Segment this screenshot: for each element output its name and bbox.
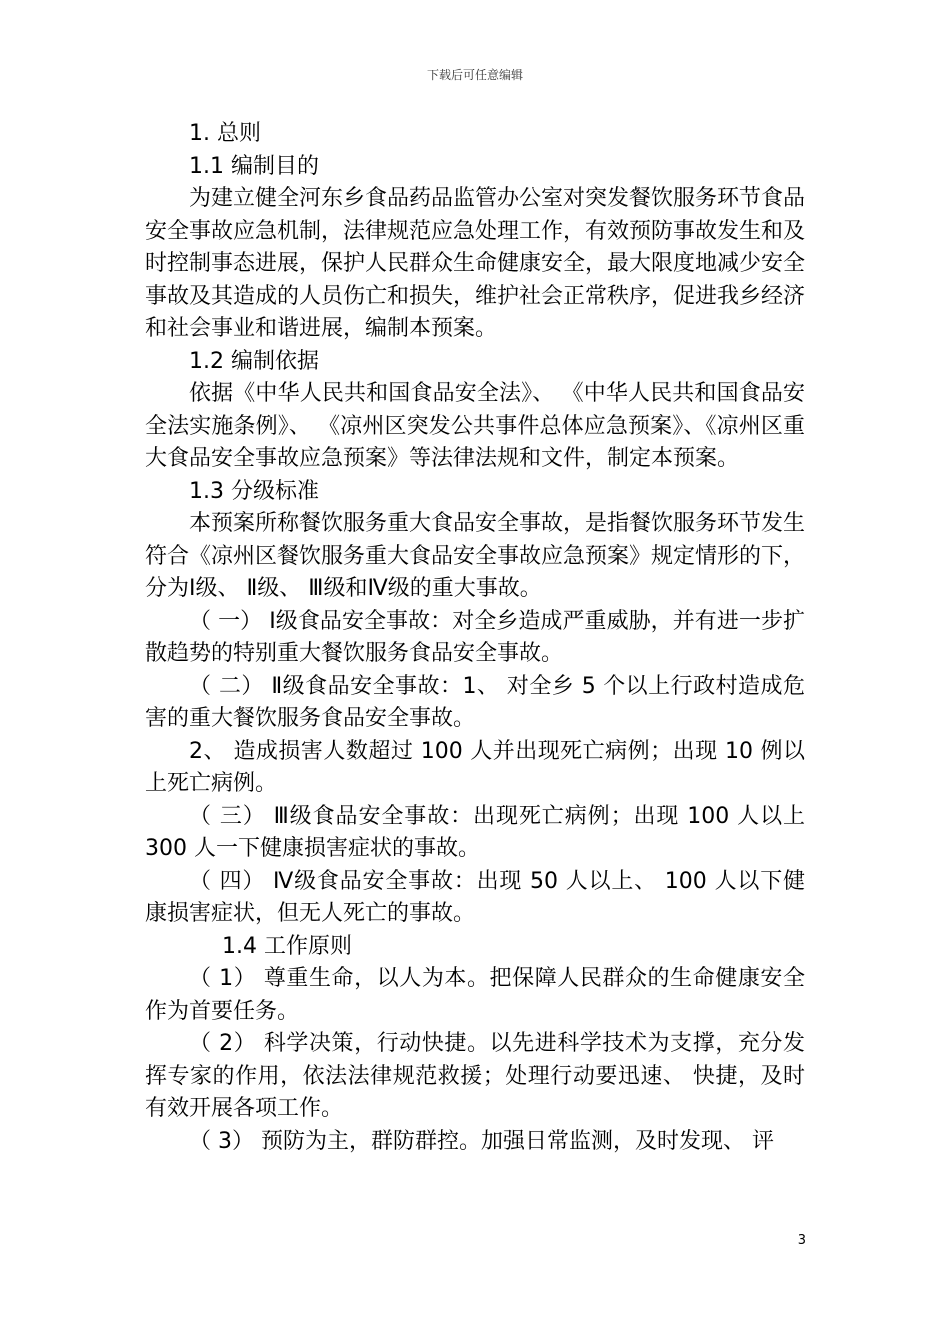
page-header: 下载后可任意编辑: [426, 68, 523, 82]
page-number: 3: [797, 1233, 806, 1248]
section-heading-general: 1. 总则: [189, 121, 261, 146]
subsection-heading-basis: 1.2 编制依据: [189, 348, 319, 374]
paragraph-principle-3: （ 3） 预防为主，群防群控。加强日常监测，及时发现、 评: [189, 1128, 774, 1154]
paragraph-grading: 本预案所称餐饮服务重大食品安全事故，是指餐饮服务环节发生符合《凉州区餐饮服务重大食品安全事故应急预案》规定情形的下，分为Ⅰ级、 Ⅱ级、 Ⅲ级和Ⅳ级的重大事故。: [145, 511, 806, 601]
paragraph-level-3: （ 三） Ⅲ级食品安全事故：出现死亡病例；出现 100 人以上 300 人一下健康损害症状的事故。: [145, 803, 805, 861]
document-body: [145, 118, 805, 1158]
paragraph-level-2-item-2: 2、 造成损害人数超过 100 人并出现死亡病例；出现 10 例以上死亡病例。: [145, 738, 805, 796]
paragraph-level-2: （ 二） Ⅱ级食品安全事故：1、 对全乡 5 个以上行政村造成危害的重大餐饮服务食品安全事故。: [145, 673, 805, 731]
paragraph-level-1: （ 一） Ⅰ级食品安全事故：对全乡造成严重威胁，并有进一步扩散趋势的特别重大餐饮服务食品安全事故。: [145, 608, 805, 666]
subsection-heading-purpose: 1.1 编制目的: [189, 153, 319, 179]
paragraph-purpose: 为建立健全河东乡食品药品监管办公室对突发餐饮服务环节食品安全事故应急机制，法律规范应急处理工作，有效预防事故发生和及时控制事态进展，保护人民群众生命健康安全，最大限度地减少安全事故及其造成的人员伤亡和损失，维护社会正常秩序，促进我乡经济和社会事业和谐进展，编制本预案。: [145, 186, 806, 341]
paragraph-basis: 依据《中华人民共和国食品安全法》、 《中华人民共和国食品安全法实施条例》、 《凉州区突发公共事件总体应急预案》、《凉州区重大食品安全事故应急预案》等法律法规和文件，制定本预案。: [145, 381, 805, 471]
paragraph-level-4: （ 四） Ⅳ级食品安全事故：出现 50 人以上、 100 人以下健康损害症状，但无人死亡的事故。: [145, 868, 805, 926]
paragraph-principle-2: （ 2） 科学决策，行动快捷。以先进科学技术为支撑，充分发挥专家的作用，依法法律规范救援；处理行动要迅速、 快捷，及时有效开展各项工作。: [145, 1031, 805, 1121]
subsection-heading-principles: 1.4 工作原则: [222, 933, 352, 959]
subsection-heading-grading: 1.3 分级标准: [189, 478, 319, 504]
paragraph-principle-1: （ 1） 尊重生命，以人为本。把保障人民群众的生命健康安全作为首要任务。: [145, 966, 805, 1024]
